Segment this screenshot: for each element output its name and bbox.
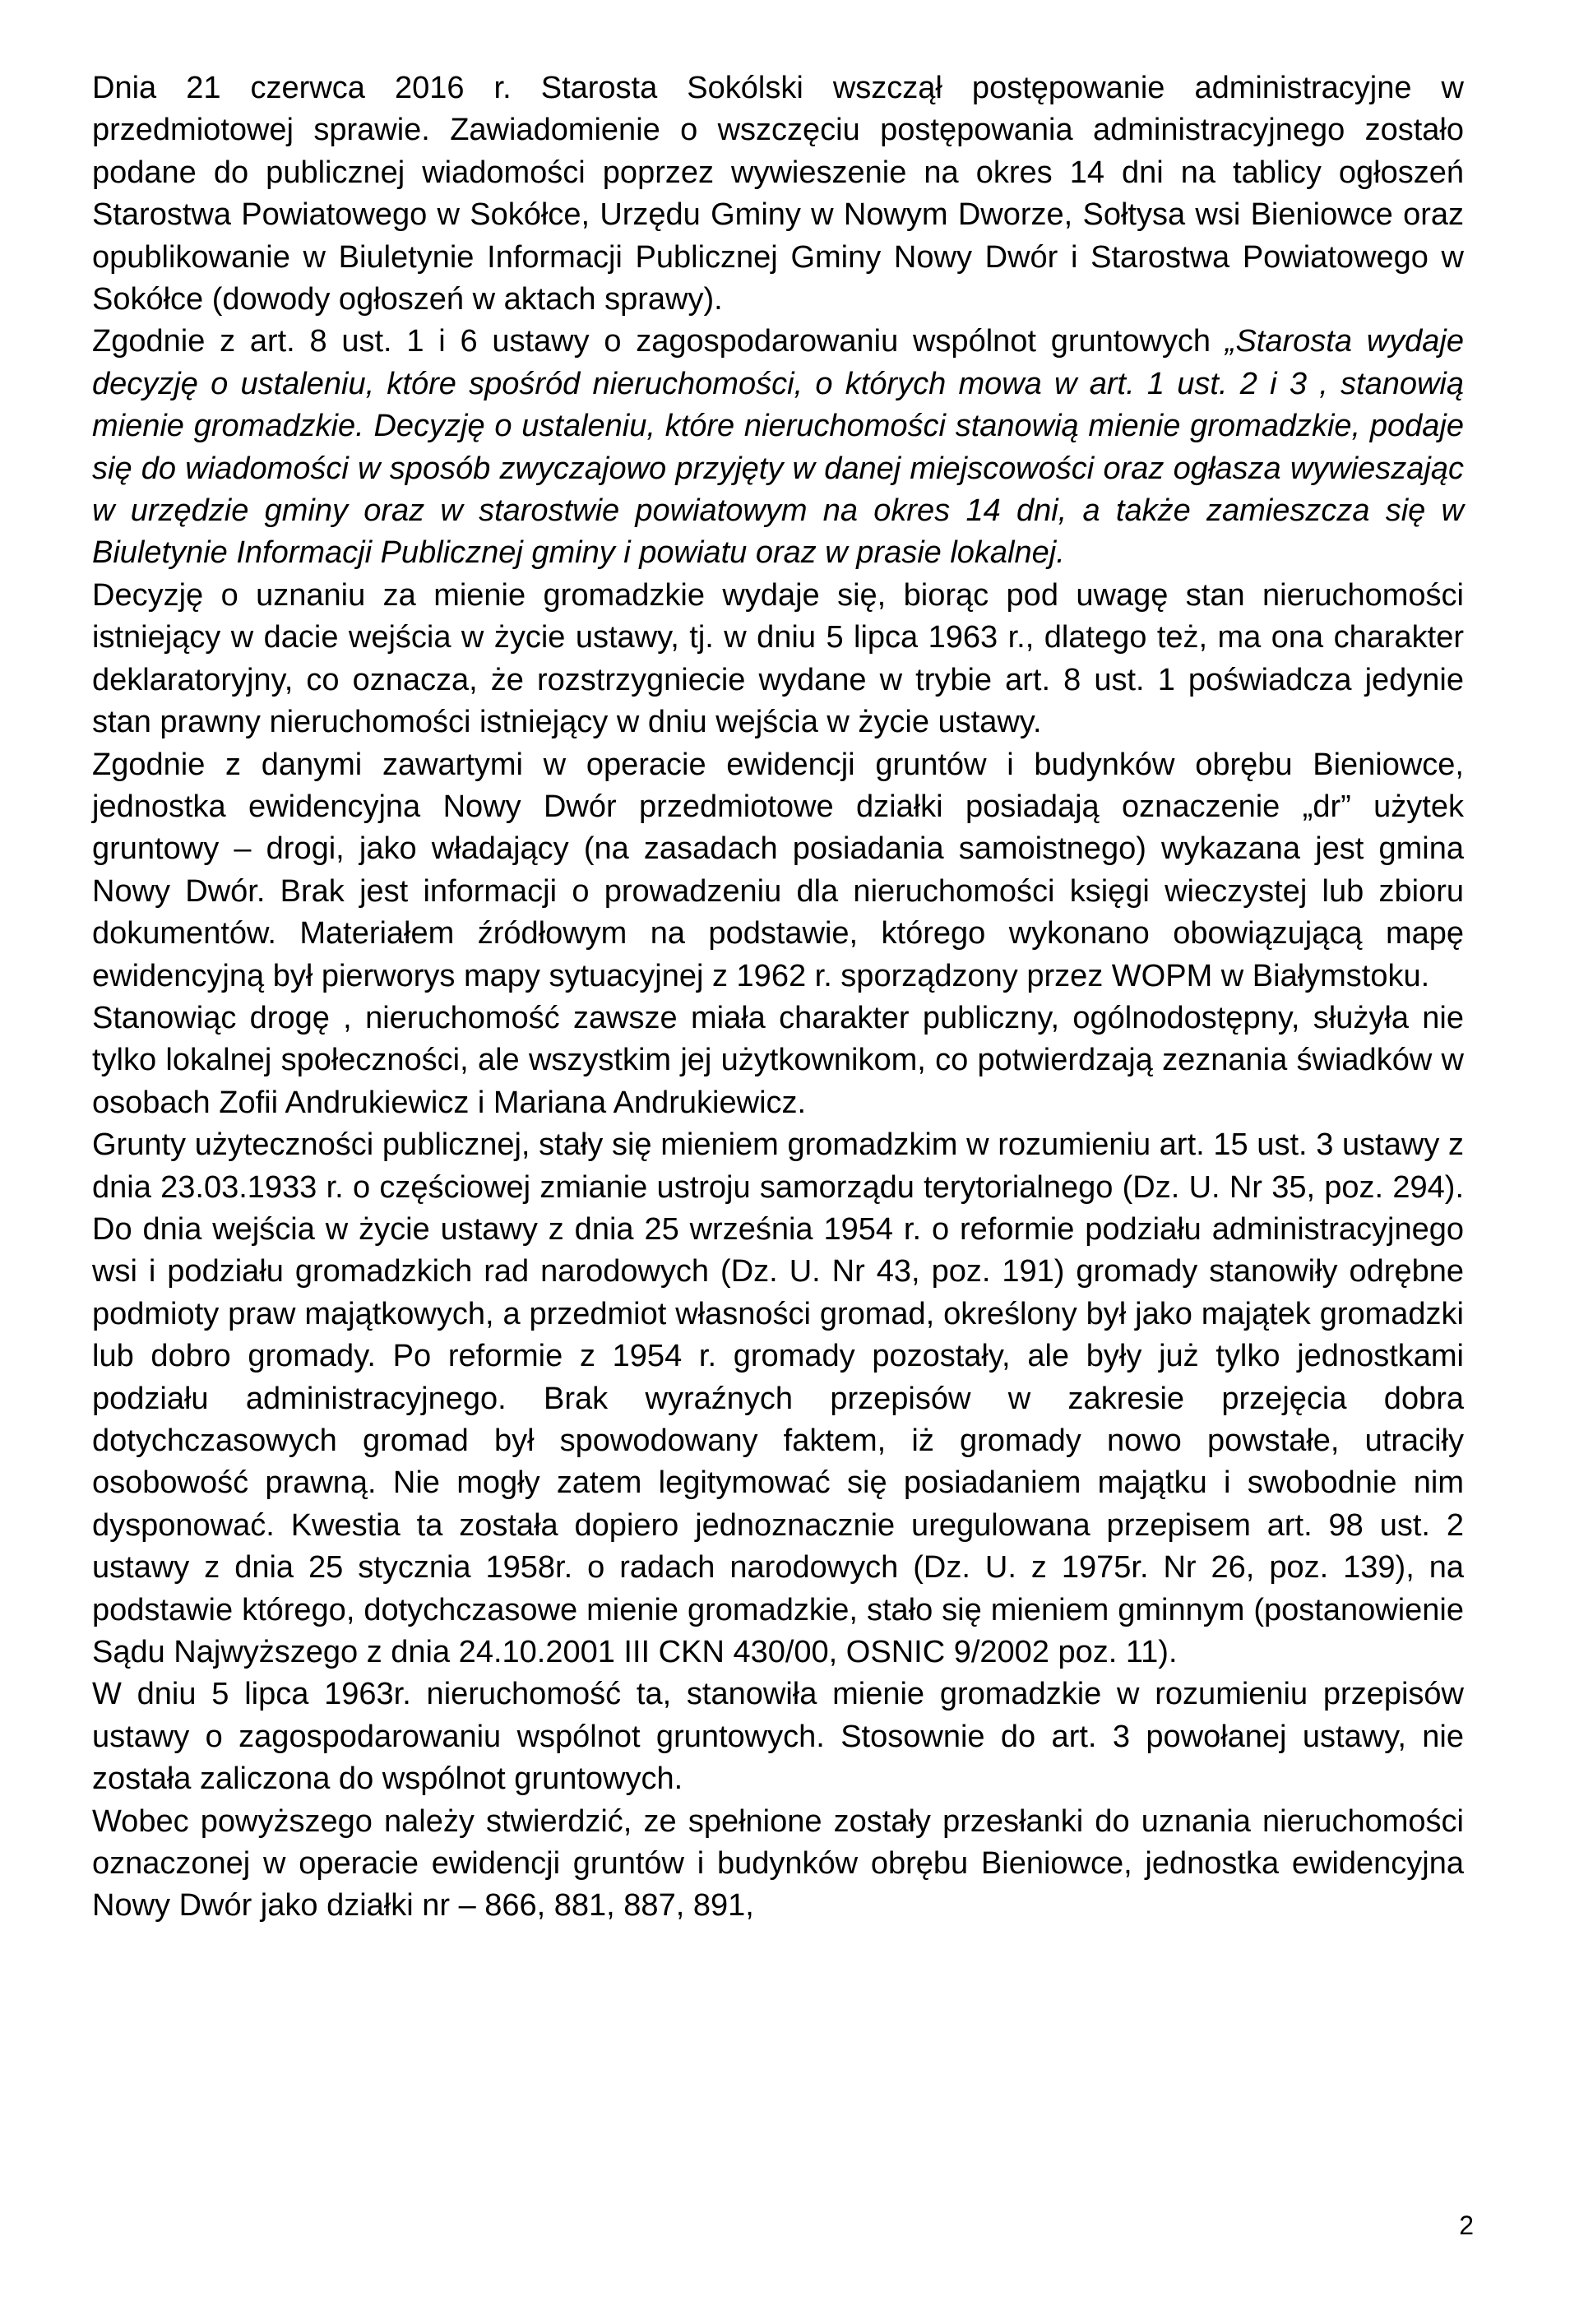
- paragraph-text: Dnia 21 czerwca 2016 r. Starosta Sokólski wszczął postępowanie administracyjne w przedmiotowej sprawie. Zawiadomienie o wszczęciu postępowania administracyjnego zostało podane do publicznej wiadomości poprzez wywieszenie na okres 14 dni na tablicy ogłoszeń Starostwa Powiatowego w Sokółce, Urzędu Gminy w Nowym Dworze, Sołtysa wsi Bieniowce oraz opublikowanie w Biuletynie Informacji Publicznej Gminy Nowy Dwór i Starostwa Powiatowego w Sokółce (dowody ogłoszeń w aktach sprawy).: [92, 71, 1464, 317]
- paragraph-declaratory-decision: [92, 575, 1464, 744]
- page-number: 2: [1459, 2211, 1474, 2240]
- paragraph-initiation-of-proceedings: [92, 67, 1464, 321]
- paragraph-text: Grunty użyteczności publicznej, stały się mieniem gromadzkim w rozumieniu art. 15 ust. 3 ustawy z dnia 23.03.1933 r. o częściowej zmianie ustroju samorządu terytorialnego (Dz. U. Nr 35, poz. 294). Do dnia wejścia w życie ustawy z dnia 25 września 1954 r. o reformie podziału administracyjnego wsi i podziału gromadzkich rad narodowych (Dz. U. Nr 43, poz. 191) gromady stanowiły odrębne podmioty praw majątkowych, a przedmiot własności gromad, określony był jako majątek gromadzki lub dobro gromady. Po reformie z 1954 r. gromady pozostały, ale były już tylko jednostkami podziału administracyjnego. Brak wyraźnych przepisów w zakresie przejęcia dobra dotychczasowych gromad był spowodowany faktem, iż gromady nowo powstałe, utraciły osobowość prawną. Nie mogły zatem legitymować się posiadaniem majątku i swobodnie nim dysponować. Kwestia ta została dopiero jednoznacznie uregulowana przepisem art. 98 ust. 2 ustawy z dnia 25 stycznia 1958r. o radach narodowych (Dz. U. z 1975r. Nr 26, poz. 139), na podstawie którego, dotychczasowe mienie gromadzkie, stało się mieniem gminnym (postanowienie Sądu Najwyższego z dnia 24.10.2001 III CKN 430/00, OSNIC 9/2002 poz. 11).: [92, 1127, 1464, 1670]
- paragraph-historical-legal-status: [92, 1124, 1464, 1674]
- paragraph-status-1963: [92, 1674, 1464, 1800]
- paragraph-public-road-character: [92, 998, 1464, 1124]
- document-body: [92, 67, 1464, 1928]
- paragraph-land-registry-data: [92, 744, 1464, 998]
- paragraph-text: Zgodnie z art. 8 ust. 1 i 6 ustawy o zagospodarowaniu wspólnot gruntowych: [92, 324, 1225, 359]
- paragraph-text: W dniu 5 lipca 1963r. nieruchomość ta, stanowiła mienie gromadzkie w rozumieniu przepisów ustawy o zagospodarowaniu wspólnot gruntowych. Stosownie do art. 3 powołanej ustawy, nie została zaliczona do wspólnot gruntowych.: [92, 1677, 1464, 1797]
- paragraph-conclusion: [92, 1801, 1464, 1928]
- paragraph-text: Zgodnie z danymi zawartymi w operacie ewidencji gruntów i budynków obrębu Bieniowce, jednostka ewidencyjna Nowy Dwór przedmiotowe działki posiadają oznaczenie „dr” użytek gruntowy – drogi, jako władający (na zasadach posiadania samoistnego) wykazana jest gmina Nowy Dwór. Brak jest informacji o prowadzeniu dla nieruchomości księgi wieczystej lub zbioru dokumentów. Materiałem źródłowym na podstawie, którego wykonano obowiązującą mapę ewidencyjną był pierworys mapy sytuacyjnej z 1962 r. sporządzony przez WOPM w Białymstoku.: [92, 747, 1464, 993]
- statute-quote: „Starosta wydaje decyzję o ustaleniu, które spośród nieruchomości, o których mowa w art. 1 ust. 2 i 3 , stanowią mienie gromadzkie. Decyzję o ustaleniu, które nieruchomości stanowią mienie gromadzkie, podaje się do wiadomości w sposób zwyczajowo przyjęty w danej miejscowości oraz ogłasza wywieszając w urzędzie gminy oraz w starostwie powiatowym na okres 14 dni, a także zamieszcza się w Biuletynie Informacji Publicznej gminy i powiatu oraz w prasie lokalnej.: [92, 324, 1465, 571]
- paragraph-text: Stanowiąc drogę , nieruchomość zawsze miała charakter publiczny, ogólnodostępny, służyła nie tylko lokalnej społeczności, ale wszystkim jej użytkownikom, co potwierdzają zeznania świadków w osobach Zofii Andrukiewicz i Mariana Andrukiewicz.: [92, 1000, 1464, 1120]
- paragraph-text: Decyzję o uznaniu za mienie gromadzkie wydaje się, biorąc pod uwagę stan nieruchomości istniejący w dacie wejścia w życie ustawy, tj. w dniu 5 lipca 1963 r., dlatego też, ma ona charakter deklaratoryjny, co oznacza, że rozstrzygniecie wydane w trybie art. 8 ust. 1 poświadcza jedynie stan prawny nieruchomości istniejący w dniu wejścia w życie ustawy.: [92, 577, 1464, 740]
- paragraph-text: Wobec powyższego należy stwierdzić, ze spełnione zostały przesłanki do uznania nieruchomości oznaczonej w operacie ewidencji gruntów i budynków obrębu Bieniowce, jednostka ewidencyjna Nowy Dwór jako działki nr – 866, 881, 887, 891,: [92, 1803, 1464, 1924]
- paragraph-legal-basis-quote: [92, 321, 1464, 574]
